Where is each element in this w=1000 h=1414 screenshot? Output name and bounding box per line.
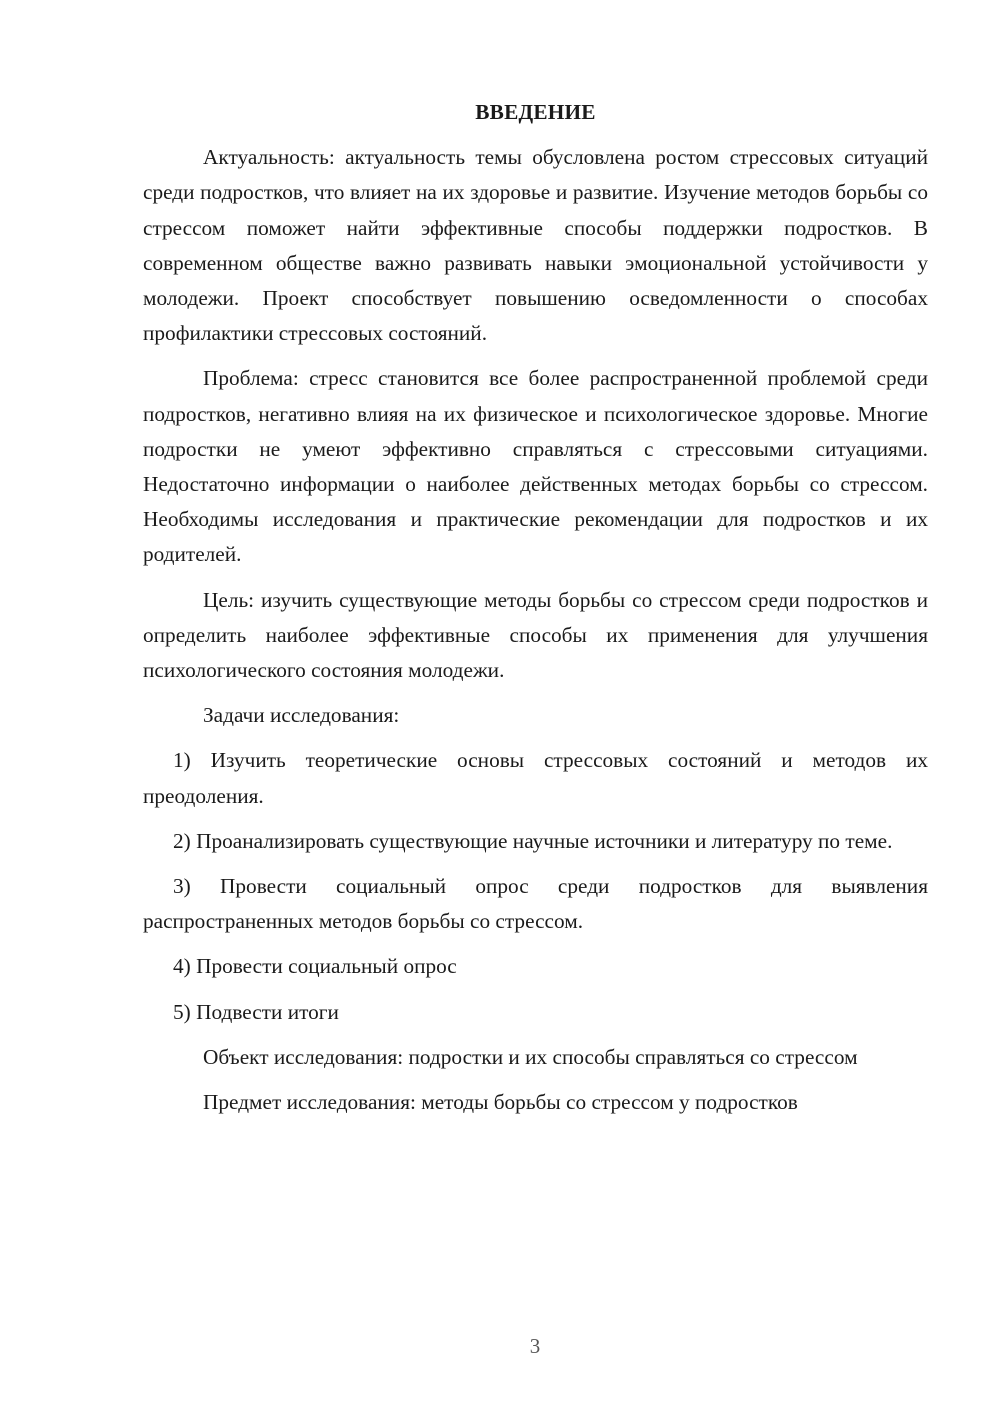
page-title: ВВЕДЕНИЕ [475, 100, 596, 124]
task-item-1: 1) Изучить теоретические основы стрессовых состояний и методов их преодоления. [143, 748, 928, 808]
research-subject-paragraph: Предмет исследования: методы борьбы со стрессом у подростков [203, 1090, 798, 1115]
tasks-heading: Задачи исследования: [203, 703, 400, 728]
goal-paragraph: Цель: изучить существующие методы борьбы со стрессом среди подростков и определить наиболее эффективные способы их применения для улучшения психологического состояния молодежи. [143, 587, 928, 683]
research-object-paragraph: Объект исследования: подростки и их способы справляться со стрессом [203, 1044, 858, 1069]
document-page [143, 95, 928, 1130]
problem-paragraph: Проблема: стресс становится все более распространенной проблемой среди подростков, негативно влияя на их физическое и психологическое здоровье. Многие подростки не умеют эффективно справляться с стрессовыми ситуациями. Недостаточно информации о наиболее действенных методах борьбы со стрессом. Необходимы исследования и практические рекомендации для подростков и их родителей. [143, 366, 928, 567]
task-item-5: 5) Подвести итоги [173, 999, 339, 1024]
page-number: 3 [529, 1334, 541, 1358]
task-item-4: 4) Провести социальный опрос [173, 954, 457, 979]
relevance-paragraph: Актуальность: актуальность темы обусловлена ростом стрессовых ситуаций среди подростков, что влияет на их здоровье и развитие. Изучение методов борьбы со стрессом поможет найти эффективные способы поддержки подростков. В современном обществе важно развивать навыки эмоциональной устойчивости у молодежи. Проект способствует повышению осведомленности о способах профилактики стрессовых состояний. [143, 145, 928, 346]
task-item-2: 2) Проанализировать существующие научные источники и литературу по теме. [173, 828, 893, 853]
task-item-3: 3) Провести социальный опрос среди подростков для выявления распространенных методов борьбы со стрессом. [143, 874, 928, 934]
